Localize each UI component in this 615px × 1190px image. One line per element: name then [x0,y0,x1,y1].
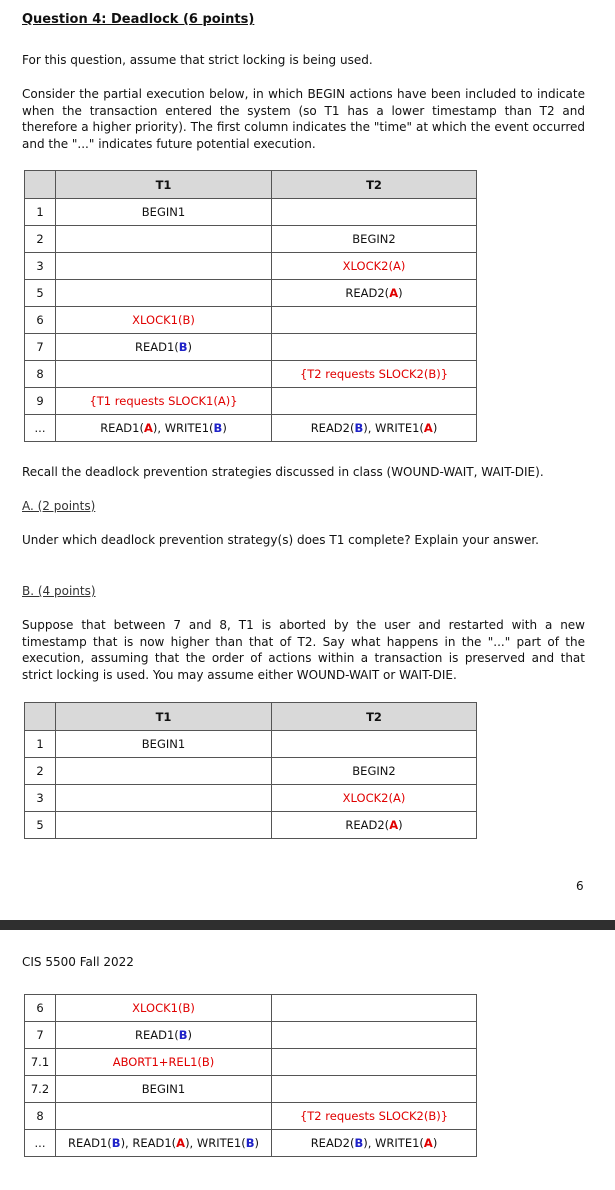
action-text: ABORT1+REL1(B) [112,1055,215,1069]
t1-cell [56,1049,272,1076]
action-text: B [178,340,188,354]
action-text: B [245,1136,255,1150]
schedule-row [25,731,477,758]
t2-column-header: T2 [272,171,477,199]
action-text: ) [432,421,438,435]
time-cell: 5 [25,280,56,307]
action-text: XLOCK2(A) [342,791,406,805]
t1-cell [56,307,272,334]
time-cell: 5 [25,812,56,839]
t1-cell [56,785,272,812]
schedule-row [25,1130,477,1157]
time-cell: 7.1 [25,1049,56,1076]
action-text: A [423,1136,433,1150]
t1-cell [56,812,272,839]
action-text: BEGIN1 [141,1082,186,1096]
schedule-row [25,995,477,1022]
footer-course: CIS 5500 Fall 2022 [22,955,134,969]
time-cell: 7.2 [25,1076,56,1103]
time-column-header [25,171,56,199]
t1-cell [56,1103,272,1130]
schedule-row [25,785,477,812]
schedule-row [25,415,477,442]
action-text: A [423,421,433,435]
t2-cell [272,1130,477,1157]
part-a-question: Under which deadlock prevention strategy(s) does T1 complete? Explain your answer. [22,533,539,547]
schedule-row [25,307,477,334]
action-text: B [178,1028,188,1042]
action-text: ), READ1( [120,1136,177,1150]
t1-cell [56,1076,272,1103]
action-text: ), WRITE1( [363,1136,424,1150]
t1-cell [56,415,272,442]
schedule-row [25,253,477,280]
action-text: ) [432,1136,438,1150]
action-text: ) [254,1136,259,1150]
schedule-row [25,1022,477,1049]
action-text: BEGIN1 [141,205,186,219]
schedule-row [25,226,477,253]
t2-cell [272,226,477,253]
t1-cell [56,334,272,361]
action-text: {T2 requests SLOCK2(B)} [299,1109,449,1123]
t1-column-header: T1 [56,171,272,199]
action-text: READ2( [310,421,355,435]
time-cell: 7 [25,1022,56,1049]
action-text: READ2( [310,1136,355,1150]
t1-cell [56,280,272,307]
time-cell: 2 [25,226,56,253]
t2-cell [272,280,477,307]
action-text: {T1 requests SLOCK1(A)} [89,394,238,408]
t2-cell [272,415,477,442]
t1-cell [56,388,272,415]
action-text: BEGIN2 [352,232,396,246]
action-text: ), WRITE1( [363,421,424,435]
t1-cell [56,253,272,280]
action-text: READ1( [134,1028,179,1042]
action-text: XLOCK1(B) [132,313,195,327]
schedule-row [25,361,477,388]
action-text: A [143,421,153,435]
t1-column-header: T1 [56,703,272,731]
t2-cell [272,731,477,758]
schedule-table-2 [24,702,477,839]
schedule-row [25,334,477,361]
t1-cell [56,731,272,758]
action-text: B [354,1136,364,1150]
action-text: A [389,818,399,832]
part-a-label: A. (2 points) [22,499,96,513]
schedule-table-1 [24,170,477,442]
t2-cell [272,1022,477,1049]
t2-cell [272,785,477,812]
schedule-row [25,199,477,226]
t2-cell [272,812,477,839]
action-text: READ2( [345,818,390,832]
time-cell: 1 [25,199,56,226]
action-text: READ2( [345,286,390,300]
time-cell: 7 [25,334,56,361]
question-heading: Question 4: Deadlock (6 points) [22,12,255,27]
time-cell: 9 [25,388,56,415]
time-cell: 8 [25,361,56,388]
page-number: 6 [576,879,584,893]
t2-cell [272,361,477,388]
action-text: BEGIN2 [352,764,396,778]
schedule-row [25,388,477,415]
t2-cell [272,199,477,226]
action-text: {T2 requests SLOCK2(B)} [299,367,449,381]
t1-cell [56,1130,272,1157]
time-column-header [25,703,56,731]
action-text: B [354,421,364,435]
action-text: XLOCK2(A) [342,259,406,273]
action-text: ) [187,340,193,354]
t1-cell [56,1022,272,1049]
action-text: BEGIN1 [141,737,186,751]
time-cell: 8 [25,1103,56,1130]
time-cell: ... [25,415,56,442]
t2-cell [272,758,477,785]
t2-cell [272,1049,477,1076]
action-text: ), WRITE1( [185,1136,246,1150]
part-b-label: B. (4 points) [22,584,96,598]
time-cell: 3 [25,253,56,280]
t1-cell [56,995,272,1022]
time-cell: ... [25,1130,56,1157]
context-paragraph: Consider the partial execution below, in which BEGIN actions have been included to indicate when the transaction entered the system (so T1 has a lower timestamp than T2 and therefore a higher priority). The first column indicates the "time" at which the event occurred and the "..." indicates future potential execution. [22,87,585,151]
action-text: READ1( [68,1136,112,1150]
t2-cell [272,307,477,334]
t1-cell [56,361,272,388]
schedule-row [25,1103,477,1130]
action-text: B [111,1136,121,1150]
page-break-separator [0,920,615,930]
t2-cell [272,334,477,361]
t2-cell [272,253,477,280]
action-text: ) [187,1028,193,1042]
t1-cell [56,199,272,226]
t2-cell [272,1103,477,1130]
time-cell: 2 [25,758,56,785]
action-text: ) [398,818,403,832]
action-text: B [213,421,223,435]
t2-cell [272,388,477,415]
t2-cell [272,995,477,1022]
action-text: A [176,1136,186,1150]
time-cell: 3 [25,785,56,812]
time-cell: 6 [25,307,56,334]
action-text: READ1( [100,421,144,435]
action-text: A [389,286,399,300]
schedule-body [25,731,477,839]
action-text: ) [398,286,403,300]
time-cell: 6 [25,995,56,1022]
t2-column-header: T2 [272,703,477,731]
recall-text: Recall the deadlock prevention strategies discussed in class (WOUND-WAIT, WAIT-DIE). [22,465,544,479]
intro-text: For this question, assume that strict locking is being used. [22,53,373,67]
t1-cell [56,758,272,785]
time-cell: 1 [25,731,56,758]
schedule-row [25,1049,477,1076]
t1-cell [56,226,272,253]
schedule-row [25,1076,477,1103]
schedule-row [25,758,477,785]
part-b-question: Suppose that between 7 and 8, T1 is aborted by the user and restarted with a new timestamp that is now higher than that of T2. Say what happens in the "..." part of the execution, assuming that the order of actions within a transaction is preserved and that strict locking is used. You may assume either WOUND-WAIT or WAIT-DIE. [22,618,585,682]
action-text: XLOCK1(B) [132,1001,195,1015]
schedule-table-3 [24,994,477,1157]
action-text: ) [222,421,227,435]
schedule-body [25,199,477,442]
schedule-row [25,812,477,839]
action-text: ), WRITE1( [152,421,214,435]
action-text: READ1( [134,340,179,354]
t2-cell [272,1076,477,1103]
schedule-row [25,280,477,307]
schedule-body [25,995,477,1157]
